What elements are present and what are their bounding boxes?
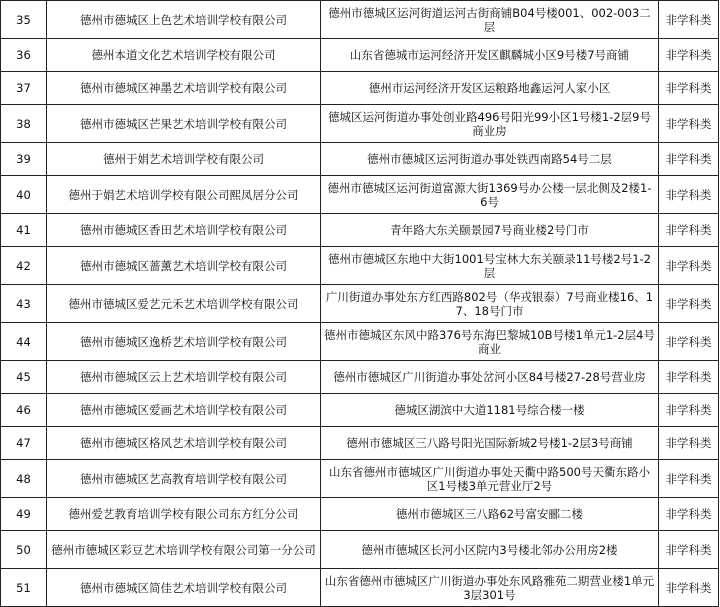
school-name-cell: 德州爱艺教育培训学校有限公司东方红分公司 xyxy=(47,498,321,531)
category-cell: 非学科类 xyxy=(659,569,719,607)
category-cell: 非学科类 xyxy=(659,323,719,361)
school-name-cell: 德州市德城区云上艺术培训学校有限公司 xyxy=(47,361,321,394)
category-cell: 非学科类 xyxy=(659,143,719,176)
table-row xyxy=(1,39,719,72)
row-number-cell: 47 xyxy=(1,427,47,460)
row-number-cell: 41 xyxy=(1,214,47,247)
row-number-cell: 48 xyxy=(1,460,47,498)
address-cell: 德州市德城区东地中大街1001号宝林大东关颐录11号楼2号1-2层 xyxy=(321,247,659,285)
school-name-cell: 德州本道文化艺术培训学校有限公司 xyxy=(47,39,321,72)
table-row xyxy=(1,394,719,427)
category-cell: 非学科类 xyxy=(659,427,719,460)
school-name-cell: 德州市德城区格风艺术培训学校有限公司 xyxy=(47,427,321,460)
row-number-cell: 38 xyxy=(1,105,47,143)
table-row xyxy=(1,176,719,214)
school-name-cell: 德州市德城区简佳艺术培训学校有限公司 xyxy=(47,569,321,607)
address-cell: 德城区运河街道办事处创业路496号阳光99小区1号楼1-2层9号商业房 xyxy=(321,105,659,143)
address-cell: 广川街道办事处东方红西路802号（华戎银泰）7号商业楼16、17、18号门市 xyxy=(321,285,659,323)
row-number-cell: 46 xyxy=(1,394,47,427)
row-number-cell: 51 xyxy=(1,569,47,607)
table-row xyxy=(1,498,719,531)
category-cell: 非学科类 xyxy=(659,460,719,498)
address-cell: 德州市德城区广川街道办事处岔河小区84号楼27-28号营业房 xyxy=(321,361,659,394)
row-number-cell: 40 xyxy=(1,176,47,214)
school-name-cell: 德州市德城区艺高教育培训学校有限公司 xyxy=(47,460,321,498)
category-cell: 非学科类 xyxy=(659,105,719,143)
school-name-cell: 德州市德城区彩豆艺术培训学校有限公司第一分公司 xyxy=(47,531,321,569)
address-cell: 德州市德城区长河小区院内3号楼北邻办公用房2楼 xyxy=(321,531,659,569)
school-name-cell: 德州市德城区逸桥艺术培训学校有限公司 xyxy=(47,323,321,361)
table-row xyxy=(1,427,719,460)
school-name-cell: 德州市德城区香田艺术培训学校有限公司 xyxy=(47,214,321,247)
category-cell: 非学科类 xyxy=(659,498,719,531)
table-row xyxy=(1,285,719,323)
table-body xyxy=(1,1,719,607)
row-number-cell: 35 xyxy=(1,1,47,39)
table-row xyxy=(1,531,719,569)
address-cell: 德州市德城区三八路号阳光国际新城2号楼1-2层3号商铺 xyxy=(321,427,659,460)
table-row xyxy=(1,361,719,394)
row-number-cell: 37 xyxy=(1,72,47,105)
row-number-cell: 36 xyxy=(1,39,47,72)
table-row xyxy=(1,569,719,607)
row-number-cell: 45 xyxy=(1,361,47,394)
category-cell: 非学科类 xyxy=(659,176,719,214)
row-number-cell: 49 xyxy=(1,498,47,531)
school-name-cell: 德州市德城区神墨艺术培训学校有限公司 xyxy=(47,72,321,105)
school-name-cell: 德州市德城区爱画艺术培训学校有限公司 xyxy=(47,394,321,427)
category-cell: 非学科类 xyxy=(659,247,719,285)
table-row xyxy=(1,460,719,498)
address-cell: 德州市德城区运河街道办事处铁西南路54号二层 xyxy=(321,143,659,176)
table-row xyxy=(1,105,719,143)
row-number-cell: 42 xyxy=(1,247,47,285)
school-name-cell: 德州市德城区上色艺术培训学校有限公司 xyxy=(47,1,321,39)
row-number-cell: 50 xyxy=(1,531,47,569)
school-name-cell: 德州市德城区爱艺元禾艺术培训学校有限公司 xyxy=(47,285,321,323)
address-cell: 山东省德城市运河经济开发区麒麟城小区9号楼7号商铺 xyxy=(321,39,659,72)
table-row xyxy=(1,214,719,247)
row-number-cell: 39 xyxy=(1,143,47,176)
school-name-cell: 德州市德城区蔷薰艺术培训学校有限公司 xyxy=(47,247,321,285)
row-number-cell: 43 xyxy=(1,285,47,323)
category-cell: 非学科类 xyxy=(659,531,719,569)
table-row xyxy=(1,323,719,361)
category-cell: 非学科类 xyxy=(659,214,719,247)
address-cell: 德州市德城区东风中路376号东海巴黎城10B号楼1单元1-2层4号商业 xyxy=(321,323,659,361)
category-cell: 非学科类 xyxy=(659,1,719,39)
address-cell: 德州市德城区运河街道富源大街1369号办公楼一层北侧及2楼1-6号 xyxy=(321,176,659,214)
address-cell: 山东省德州市德城区广川街道办事处东风路雅苑二期营业楼1单元3层301号 xyxy=(321,569,659,607)
address-cell: 德州市德城区运河街道运河古街商铺B04号楼001、002-003二层 xyxy=(321,1,659,39)
category-cell: 非学科类 xyxy=(659,285,719,323)
school-name-cell: 德州于娟艺术培训学校有限公司 xyxy=(47,143,321,176)
category-cell: 非学科类 xyxy=(659,394,719,427)
address-cell: 山东省德州市德城区广川街道办事处天衢中路500号天衢东路小区1号楼3单元营业厅2号 xyxy=(321,460,659,498)
address-cell: 德城区湖滨中大道1181号综合楼一楼 xyxy=(321,394,659,427)
category-cell: 非学科类 xyxy=(659,72,719,105)
address-cell: 德州市德城区三八路62号富安郦二楼 xyxy=(321,498,659,531)
category-cell: 非学科类 xyxy=(659,361,719,394)
table-row xyxy=(1,72,719,105)
table-row xyxy=(1,247,719,285)
table-row xyxy=(1,1,719,39)
row-number-cell: 44 xyxy=(1,323,47,361)
school-name-cell: 德州于娟艺术培训学校有限公司熙凤居分公司 xyxy=(47,176,321,214)
table-row xyxy=(1,143,719,176)
category-cell: 非学科类 xyxy=(659,39,719,72)
address-cell: 青年路大东关颐景园7号商业楼2号门市 xyxy=(321,214,659,247)
address-cell: 德州市运河经济开发区运粮路地鑫运河人家小区 xyxy=(321,72,659,105)
school-name-cell: 德州市德城区芒果艺术培训学校有限公司 xyxy=(47,105,321,143)
